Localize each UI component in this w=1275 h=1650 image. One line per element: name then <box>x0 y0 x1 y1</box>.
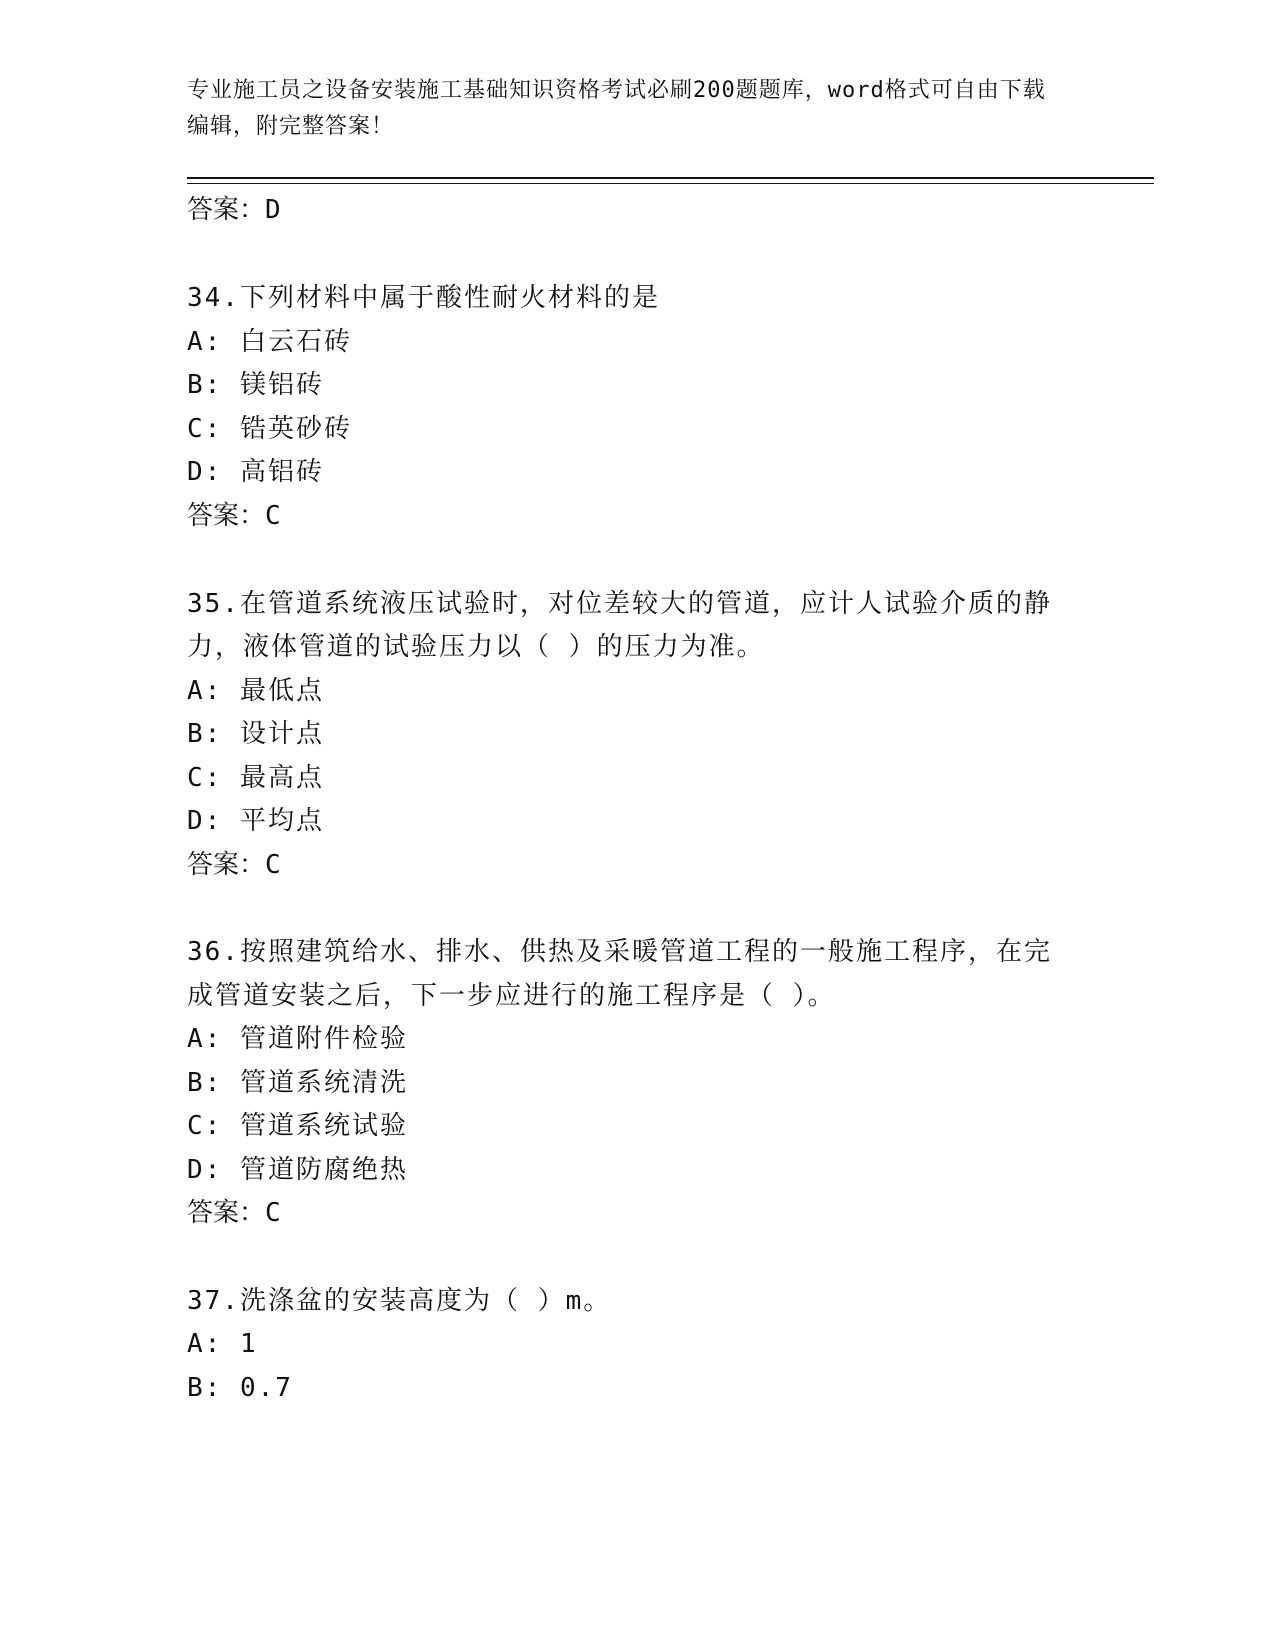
header-rule-thin <box>187 183 1154 184</box>
option-b: B: 0.7 <box>187 1373 293 1403</box>
question-stem: 34.下列材料中属于酸性耐火材料的是 <box>187 283 660 313</box>
option-d: D: 高铝砖 <box>187 457 324 487</box>
question-stem-continued: 成管道安装之后，下一步应进行的施工程序是（ ）。 <box>187 981 836 1011</box>
option-a: A: 白云石砖 <box>187 327 352 357</box>
answer-label: 答案： <box>187 1198 266 1228</box>
answer-value: D <box>265 195 281 225</box>
option-d: D: 管道防腐绝热 <box>187 1155 408 1185</box>
question-stem: 35.在管道系统液压试验时，对位差较大的管道，应计人试验介质的静 <box>187 589 1052 619</box>
question-stem: 36.按照建筑给水、排水、供热及采暖管道工程的一般施工程序，在完 <box>187 937 1052 967</box>
answer-line <box>187 847 281 883</box>
option-d: D: 平均点 <box>187 806 324 836</box>
answer-label: 答案： <box>187 501 266 531</box>
answer-value: C <box>265 1198 281 1228</box>
option-c: C: 管道系统试验 <box>187 1111 408 1141</box>
document-header: 专业施工员之设备安装施工基础知识资格考试必刷200题题库，word格式可自由下载编辑，附完整答案！ <box>187 78 1046 139</box>
option-c: C: 锆英砂砖 <box>187 414 352 444</box>
answer-value: C <box>265 850 281 880</box>
header-rule-thick <box>187 177 1154 179</box>
answer-value: C <box>265 501 281 531</box>
option-a: A: 最低点 <box>187 676 324 706</box>
answer-line <box>187 192 281 228</box>
answer-label: 答案： <box>187 850 266 880</box>
option-a: A: 1 <box>187 1329 258 1359</box>
option-b: B: 设计点 <box>187 719 324 749</box>
answer-line <box>187 1195 281 1231</box>
option-a: A: 管道附件检验 <box>187 1024 408 1054</box>
question-stem: 37.洗涤盆的安装高度为（ ）m。 <box>187 1286 612 1316</box>
option-c: C: 最高点 <box>187 763 324 793</box>
option-b: B: 管道系统清洗 <box>187 1068 408 1098</box>
answer-line <box>187 498 281 534</box>
answer-label: 答案： <box>187 195 266 225</box>
option-b: B: 镁铝砖 <box>187 370 324 400</box>
question-stem-continued: 力，液体管道的试验压力以（ ）的压力为准。 <box>187 632 765 662</box>
